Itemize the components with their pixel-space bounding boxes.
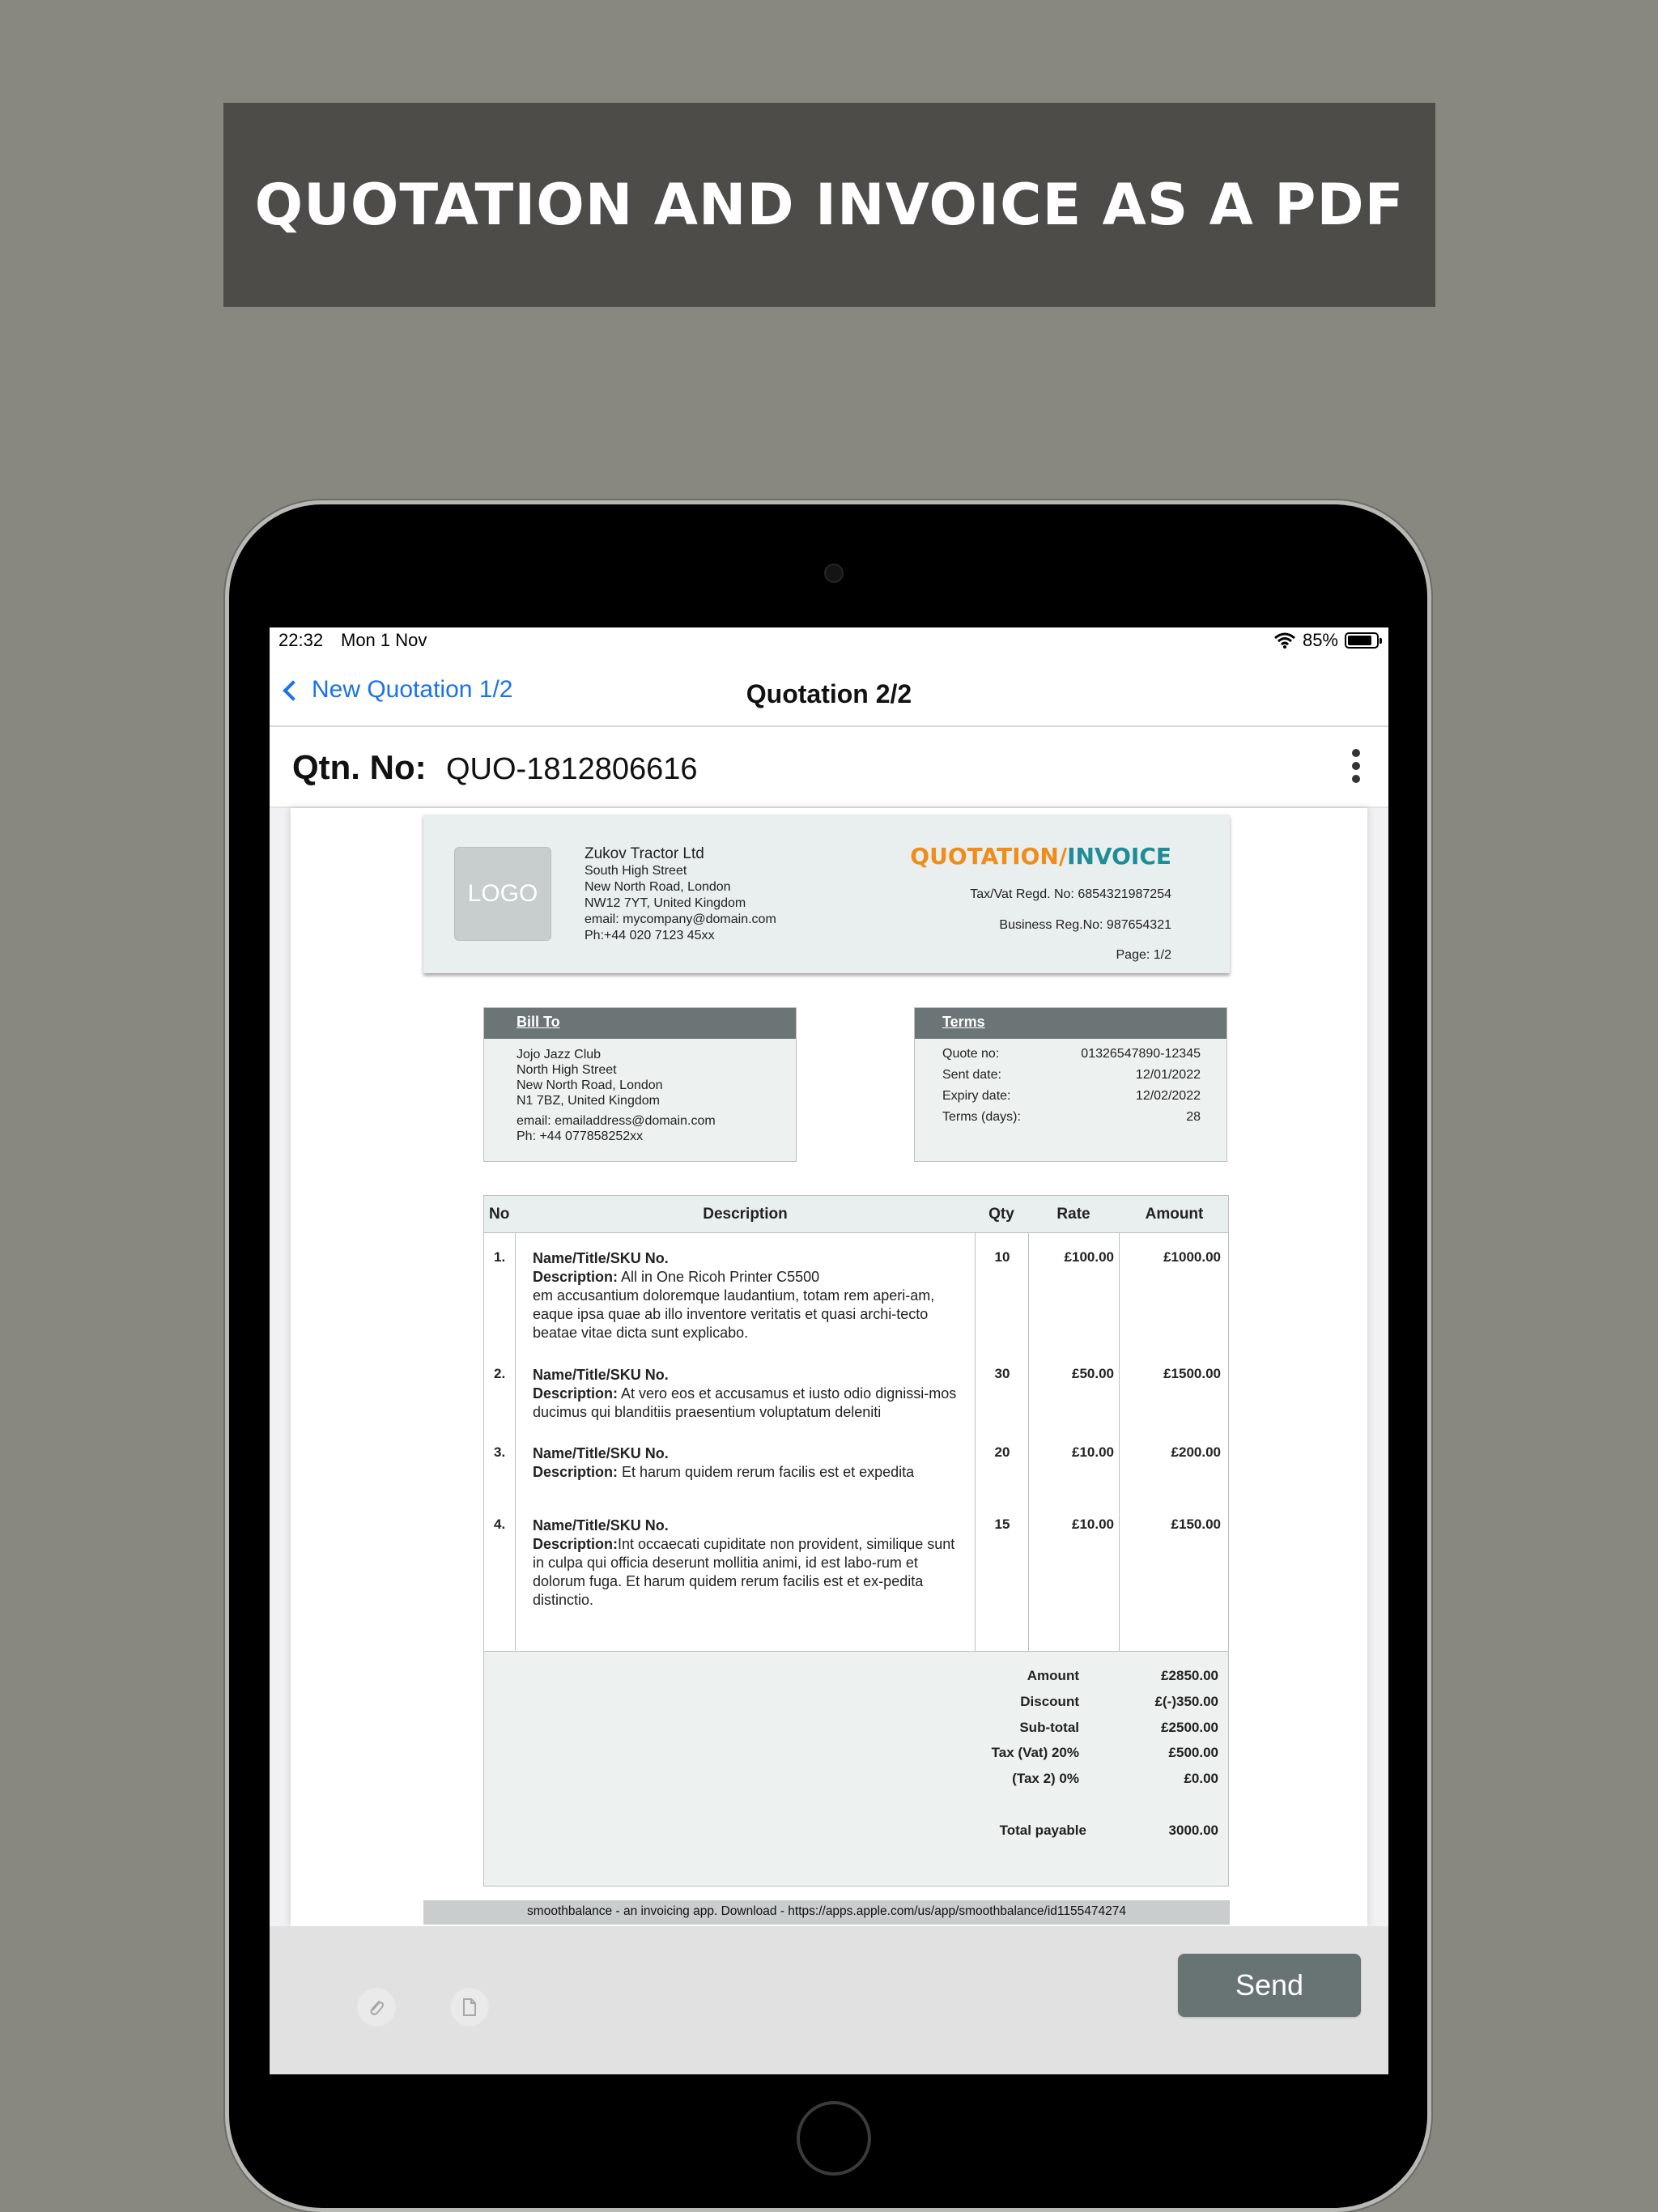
wifi-icon [1273,632,1296,649]
terms-value: 28 [1186,1110,1201,1124]
status-indicators [1273,630,1379,651]
bill-to-line: Jojo Jazz Club [517,1048,602,1061]
item-qty: 15 [994,1516,1010,1532]
totals-value: £(-)350.00 [1154,1694,1218,1709]
totals-row [484,1694,1228,1715]
status-time: 22:32 [278,630,324,650]
total-payable-row [484,1823,1228,1844]
totals-box [483,1652,1229,1887]
terms-key: Quote no: [942,1047,1000,1061]
item-desc-extra: em accusantium doloremque laudantium, totam rem aperi-am, eaque ipsa quae ab illo inventore veritatis et quasi archi-tecto beatae vitae dicta sunt explicabo. [533,1287,935,1341]
totals-key: Amount [1027,1668,1079,1683]
item-desc-label: Description: [533,1536,619,1552]
item-title: Name/Title/SKU No. [533,1250,669,1266]
status-date: Mon 1 Nov [341,630,427,650]
col-description: Description [703,1206,788,1223]
terms-key: Expiry date: [942,1089,1011,1103]
item-no: 2. [494,1366,506,1381]
terms-value: 12/01/2022 [1135,1068,1201,1082]
terms-row [915,1047,1226,1068]
items-table [483,1195,1229,1652]
totals-key: Tax (Vat) 20% [991,1745,1079,1760]
terms-value: 12/02/2022 [1135,1089,1201,1103]
totals-row [484,1771,1228,1792]
item-desc-text: At vero eos et accusamus et iusto odio dignissi-mos ducimus qui blanditiis praesentium voluptatum deleniti [533,1385,957,1420]
totals-value: £2850.00 [1161,1668,1218,1683]
page-indicator: Page: 1/2 [1116,948,1171,962]
quote-number-bar [270,729,1388,808]
item-description [533,1444,962,1482]
front-camera [824,564,844,583]
doc-type-separator: / [1058,843,1068,870]
paperclip-icon[interactable] [357,1988,396,2027]
col-qty: Qty [988,1206,1014,1223]
bill-to-email: email: emailaddress@domain.com [517,1114,716,1128]
item-amount: £1500.00 [1163,1366,1221,1381]
item-amount: £200.00 [1171,1444,1221,1460]
items-table-header [484,1196,1228,1233]
tax-reg-number: Tax/Vat Regd. No: 6854321987254 [970,887,1171,901]
item-title: Name/Title/SKU No. [533,1517,669,1534]
terms-box [914,1007,1227,1162]
terms-row [915,1110,1226,1131]
doc-type-quotation: QUOTATION [910,843,1059,870]
item-title: Name/Title/SKU No. [533,1445,669,1461]
terms-value: 01326547890-12345 [1081,1047,1201,1061]
bill-to-box [483,1007,797,1162]
item-description [533,1516,962,1610]
business-reg-number: Business Reg.No: 987654321 [999,918,1171,932]
device-screen [270,627,1388,2074]
terms-row [915,1068,1226,1089]
home-button[interactable] [797,2101,871,2176]
quote-number-label: Qtn. No: [292,748,427,786]
more-options-icon[interactable] [1351,749,1361,783]
pdf-header [423,815,1230,973]
status-bar [270,627,1388,660]
send-button[interactable]: Send [1178,1954,1361,2017]
totals-row [484,1745,1228,1766]
terms-row [915,1089,1226,1110]
item-no: 1. [494,1249,506,1265]
item-desc-text: All in One Ricoh Printer C5500 [618,1269,820,1285]
bill-to-line: North High Street [517,1063,617,1077]
item-rate: £50.00 [1072,1366,1114,1381]
item-qty: 20 [994,1444,1010,1460]
item-rate: £10.00 [1072,1444,1114,1460]
item-no: 4. [494,1516,506,1532]
promo-banner [223,103,1435,307]
company-line: Ph:+44 020 7123 45xx [585,929,715,942]
company-logo: LOGO [454,847,551,941]
item-desc-label: Description: [533,1385,619,1402]
company-line: email: mycompany@domain.com [585,912,776,926]
totals-key: Discount [1020,1694,1079,1709]
company-name: Zukov Tractor Ltd [585,845,704,862]
banner-title: QUOTATION AND INVOICE AS A PDF [254,172,1405,238]
doc-type-invoice: INVOICE [1067,843,1171,870]
col-rate: Rate [1056,1206,1090,1223]
totals-key: Sub-total [1019,1720,1079,1735]
item-no: 3. [494,1444,506,1460]
col-amount: Amount [1145,1206,1204,1223]
item-rate: £100.00 [1064,1249,1114,1265]
totals-value: £2500.00 [1161,1720,1218,1735]
item-desc-label: Description: [533,1464,619,1480]
quote-number-value: QUO-1812806616 [446,752,698,786]
total-payable-label: Total payable [999,1823,1086,1838]
totals-value: £500.00 [1168,1745,1218,1760]
item-amount: £150.00 [1171,1516,1221,1532]
pdf-page [291,808,1367,1926]
totals-key: (Tax 2) 0% [1012,1771,1079,1786]
pdf-footer: smoothbalance - an invoicing app. Download - https://apps.apple.com/us/app/smoothbalance/id1155474274 [423,1900,1230,1925]
back-label: New Quotation 1/2 [312,676,513,703]
totals-row [484,1668,1228,1689]
bottom-toolbar [270,1926,1388,2074]
terms-key: Sent date: [942,1068,1001,1082]
company-line: NW12 7YT, United Kingdom [585,896,746,910]
bill-to-heading: Bill To [484,1008,796,1039]
totals-value: £0.00 [1184,1771,1218,1786]
bill-to-line: N1 7BZ, United Kingdom [517,1094,660,1108]
battery-icon [1345,632,1379,649]
totals-row [484,1720,1228,1741]
item-description [533,1249,962,1342]
bill-to-phone: Ph: +44 077858252xx [517,1129,644,1143]
terms-heading: Terms [915,1008,1226,1039]
terms-key: Terms (days): [942,1110,1021,1124]
document-type [910,843,1171,870]
item-qty: 30 [994,1366,1010,1381]
total-payable-value: 3000.00 [1168,1823,1218,1838]
bill-to-details [484,1039,796,1144]
item-desc-text: Et harum quidem rerum facilis est et expedita [618,1464,915,1480]
navigation-bar [270,660,1388,727]
pdf-preview-area[interactable] [270,808,1388,1926]
item-desc-text: Int occaecati cupiditate non provident, similique sunt in culpa qui officia deserunt mollitia animi, id est labo-rum et dolorum fuga. Et harum quidem rerum facilis est et ex-pedita distinctio. [533,1536,955,1608]
item-desc-label: Description: [533,1269,619,1285]
company-line: South High Street [585,864,687,878]
battery-percent: 85% [1302,630,1338,650]
item-qty: 10 [994,1249,1010,1265]
company-details [585,845,776,944]
item-description [533,1366,962,1422]
item-rate: £10.00 [1072,1516,1114,1532]
company-line: New North Road, London [585,880,731,894]
document-icon[interactable] [450,1988,489,2027]
nav-title: Quotation 2/2 [746,679,912,708]
col-no: No [489,1206,510,1223]
bill-to-line: New North Road, London [517,1078,663,1092]
item-title: Name/Title/SKU No. [533,1367,669,1383]
item-amount: £1000.00 [1163,1249,1221,1265]
